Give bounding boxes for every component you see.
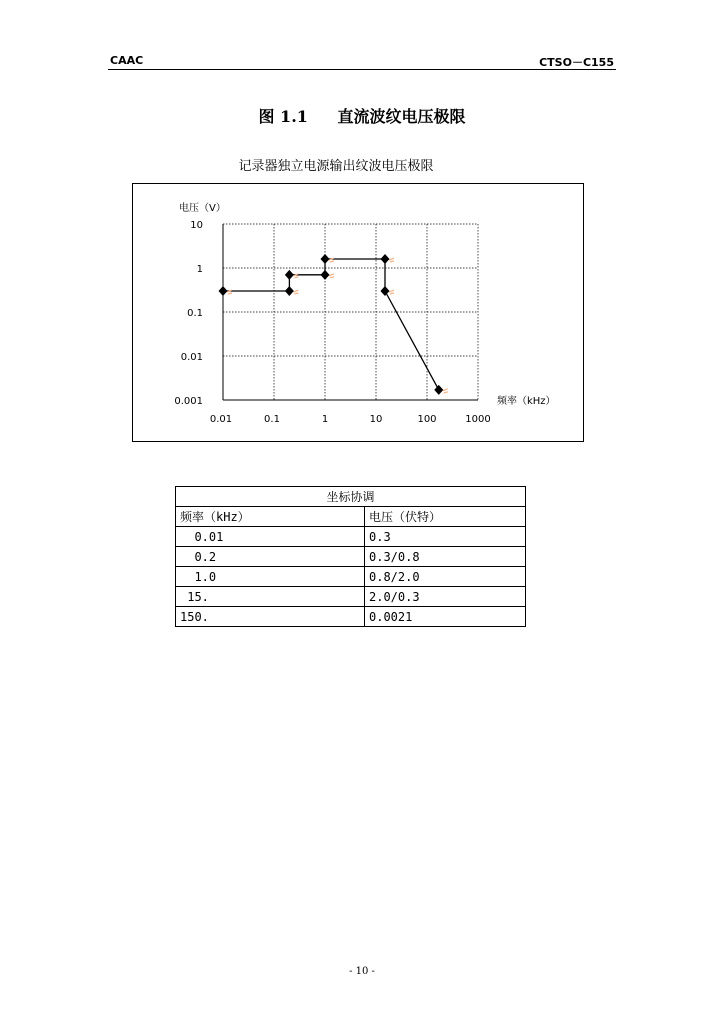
table-cell-frequency: 0.01 xyxy=(176,527,365,547)
figure-caption: 直流波纹电压极限 xyxy=(337,107,466,126)
table-cell-voltage: 0.3/0.8 xyxy=(365,547,526,567)
header-org: CAAC xyxy=(110,54,144,67)
x-tick-label: 100 xyxy=(417,414,437,425)
data-point-marker xyxy=(321,254,330,264)
y-tick-label: 1 xyxy=(196,264,203,275)
y-tick-label: 0.01 xyxy=(180,352,203,363)
series-line xyxy=(223,259,439,390)
header-rule xyxy=(108,69,616,70)
marker-shadow xyxy=(389,290,394,294)
table-header-row xyxy=(176,507,526,527)
y-axis-label: 电压（V） xyxy=(179,203,226,214)
marker-shadow xyxy=(443,389,448,393)
y-tick-label: 0.001 xyxy=(174,396,203,407)
coordinate-table xyxy=(175,486,526,627)
ripple-chart xyxy=(133,184,585,443)
x-tick-label: 1 xyxy=(321,414,329,425)
table-row xyxy=(176,547,526,567)
marker-shadow xyxy=(329,274,334,278)
table-cell-frequency: 0.2 xyxy=(176,547,365,567)
data-point-marker xyxy=(285,286,294,296)
table-row xyxy=(176,607,526,627)
x-axis-label: 频率（kHz） xyxy=(497,396,556,407)
data-point-marker xyxy=(434,385,443,395)
table-row xyxy=(176,587,526,607)
x-tick-label: 1000 xyxy=(465,414,491,425)
marker-shadow xyxy=(389,258,394,262)
table-cell-voltage: 0.3 xyxy=(365,527,526,547)
data-point-marker xyxy=(219,286,228,296)
header-doc-id: CTSO－C155 xyxy=(539,56,614,69)
table-cell-voltage: 2.0/0.3 xyxy=(365,587,526,607)
table-cell-frequency: 150. xyxy=(176,607,365,627)
table-caption: 坐标协调 xyxy=(176,487,526,507)
marker-shadow xyxy=(293,290,298,294)
x-tick-label: 10 xyxy=(369,414,383,425)
x-tick-label: 0.1 xyxy=(264,414,280,425)
table-row xyxy=(176,567,526,587)
table-cell-voltage: 0.8/2.0 xyxy=(365,567,526,587)
table-cell-voltage: 0.0021 xyxy=(365,607,526,627)
page-number: - 10 - xyxy=(349,966,375,977)
y-tick-label: 10 xyxy=(190,220,203,231)
data-point-marker xyxy=(321,270,330,280)
chart-frame xyxy=(132,183,584,442)
table-header-voltage: 电压（伏特） xyxy=(365,507,526,527)
figure-title xyxy=(0,104,724,127)
data-point-marker xyxy=(380,286,389,296)
table-cell-frequency: 1.0 xyxy=(176,567,365,587)
table-cell-frequency: 15. xyxy=(176,587,365,607)
table-row xyxy=(176,527,526,547)
figure-number: 图 1.1 xyxy=(258,107,308,126)
table-header-frequency: 频率（kHz） xyxy=(176,507,365,527)
x-tick-label: 0.01 xyxy=(209,414,233,425)
chart-title: 记录器独立电源输出纹波电压极限 xyxy=(238,159,434,174)
y-tick-label: 0.1 xyxy=(187,308,203,319)
data-point-marker xyxy=(285,270,294,280)
data-point-marker xyxy=(380,254,389,264)
